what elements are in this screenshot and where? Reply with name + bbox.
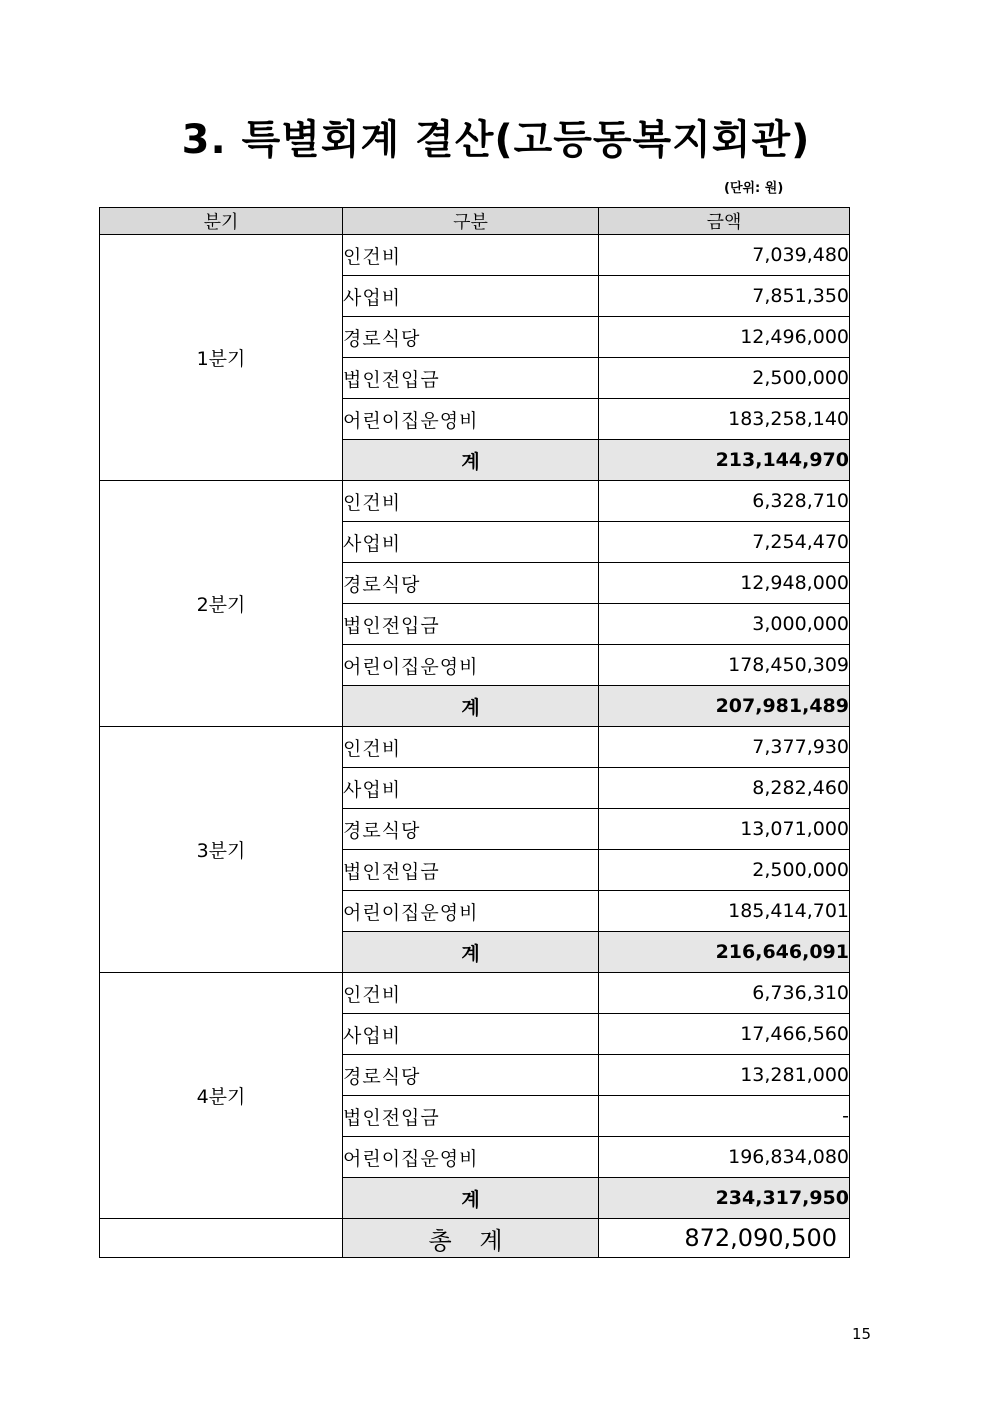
- grand-total-label: 총 계: [343, 1219, 599, 1258]
- category-cell: 인건비: [343, 235, 599, 276]
- category-cell: 경로식당: [343, 317, 599, 358]
- category-cell: 경로식당: [343, 563, 599, 604]
- category-cell: 법인전입금: [343, 1096, 599, 1137]
- table-row: [100, 481, 850, 522]
- amount-cell: 17,466,560: [599, 1014, 850, 1055]
- subtotal-label: 계: [343, 440, 599, 481]
- header-row: [100, 208, 850, 235]
- amount-cell: 183,258,140: [599, 399, 850, 440]
- category-cell: 어린이집운영비: [343, 645, 599, 686]
- subtotal-amount: 216,646,091: [599, 932, 850, 973]
- amount-cell: 3,000,000: [599, 604, 850, 645]
- quarter-label: 3분기: [100, 727, 343, 973]
- category-cell: 인건비: [343, 481, 599, 522]
- subtotal-label: 계: [343, 686, 599, 727]
- quarter-label: 1분기: [100, 235, 343, 481]
- category-cell: 사업비: [343, 276, 599, 317]
- quarter-label: 4분기: [100, 973, 343, 1219]
- amount-cell: 7,377,930: [599, 727, 850, 768]
- category-cell: 인건비: [343, 973, 599, 1014]
- header-category: 구분: [343, 208, 599, 235]
- subtotal-amount: 207,981,489: [599, 686, 850, 727]
- table-row: [100, 727, 850, 768]
- category-cell: 경로식당: [343, 809, 599, 850]
- table-row: [100, 973, 850, 1014]
- grand-total-blank: [100, 1219, 343, 1258]
- category-cell: 인건비: [343, 727, 599, 768]
- amount-cell: 7,851,350: [599, 276, 850, 317]
- category-cell: 어린이집운영비: [343, 891, 599, 932]
- category-cell: 사업비: [343, 522, 599, 563]
- subtotal-label: 계: [343, 932, 599, 973]
- page-number: 15: [852, 1325, 872, 1343]
- amount-cell: 2,500,000: [599, 850, 850, 891]
- amount-cell: 6,328,710: [599, 481, 850, 522]
- amount-cell: 6,736,310: [599, 973, 850, 1014]
- category-cell: 어린이집운영비: [343, 1137, 599, 1178]
- quarter-label: 2분기: [100, 481, 343, 727]
- amount-cell: -: [599, 1096, 850, 1137]
- amount-cell: 178,450,309: [599, 645, 850, 686]
- amount-cell: 2,500,000: [599, 358, 850, 399]
- grand-total-row: [100, 1219, 850, 1258]
- amount-cell: 8,282,460: [599, 768, 850, 809]
- amount-cell: 185,414,701: [599, 891, 850, 932]
- subtotal-amount: 213,144,970: [599, 440, 850, 481]
- amount-cell: 196,834,080: [599, 1137, 850, 1178]
- amount-cell: 13,281,000: [599, 1055, 850, 1096]
- header-quarter: 분기: [100, 208, 343, 235]
- page-title: 3. 특별회계 결산(고등동복지회관): [181, 117, 811, 163]
- category-cell: 사업비: [343, 1014, 599, 1055]
- subtotal-label: 계: [343, 1178, 599, 1219]
- header-amount: 금액: [599, 208, 850, 235]
- category-cell: 사업비: [343, 768, 599, 809]
- settlement-table: [99, 207, 850, 1258]
- amount-cell: 12,948,000: [599, 563, 850, 604]
- category-cell: 경로식당: [343, 1055, 599, 1096]
- table-row: [100, 235, 850, 276]
- amount-cell: 7,254,470: [599, 522, 850, 563]
- amount-cell: 13,071,000: [599, 809, 850, 850]
- amount-cell: 12,496,000: [599, 317, 850, 358]
- category-cell: 법인전입금: [343, 850, 599, 891]
- category-cell: 법인전입금: [343, 604, 599, 645]
- amount-cell: 7,039,480: [599, 235, 850, 276]
- unit-note: (단위: 원): [724, 181, 784, 196]
- category-cell: 법인전입금: [343, 358, 599, 399]
- category-cell: 어린이집운영비: [343, 399, 599, 440]
- subtotal-amount: 234,317,950: [599, 1178, 850, 1219]
- grand-total-amount: 872,090,500: [599, 1219, 850, 1258]
